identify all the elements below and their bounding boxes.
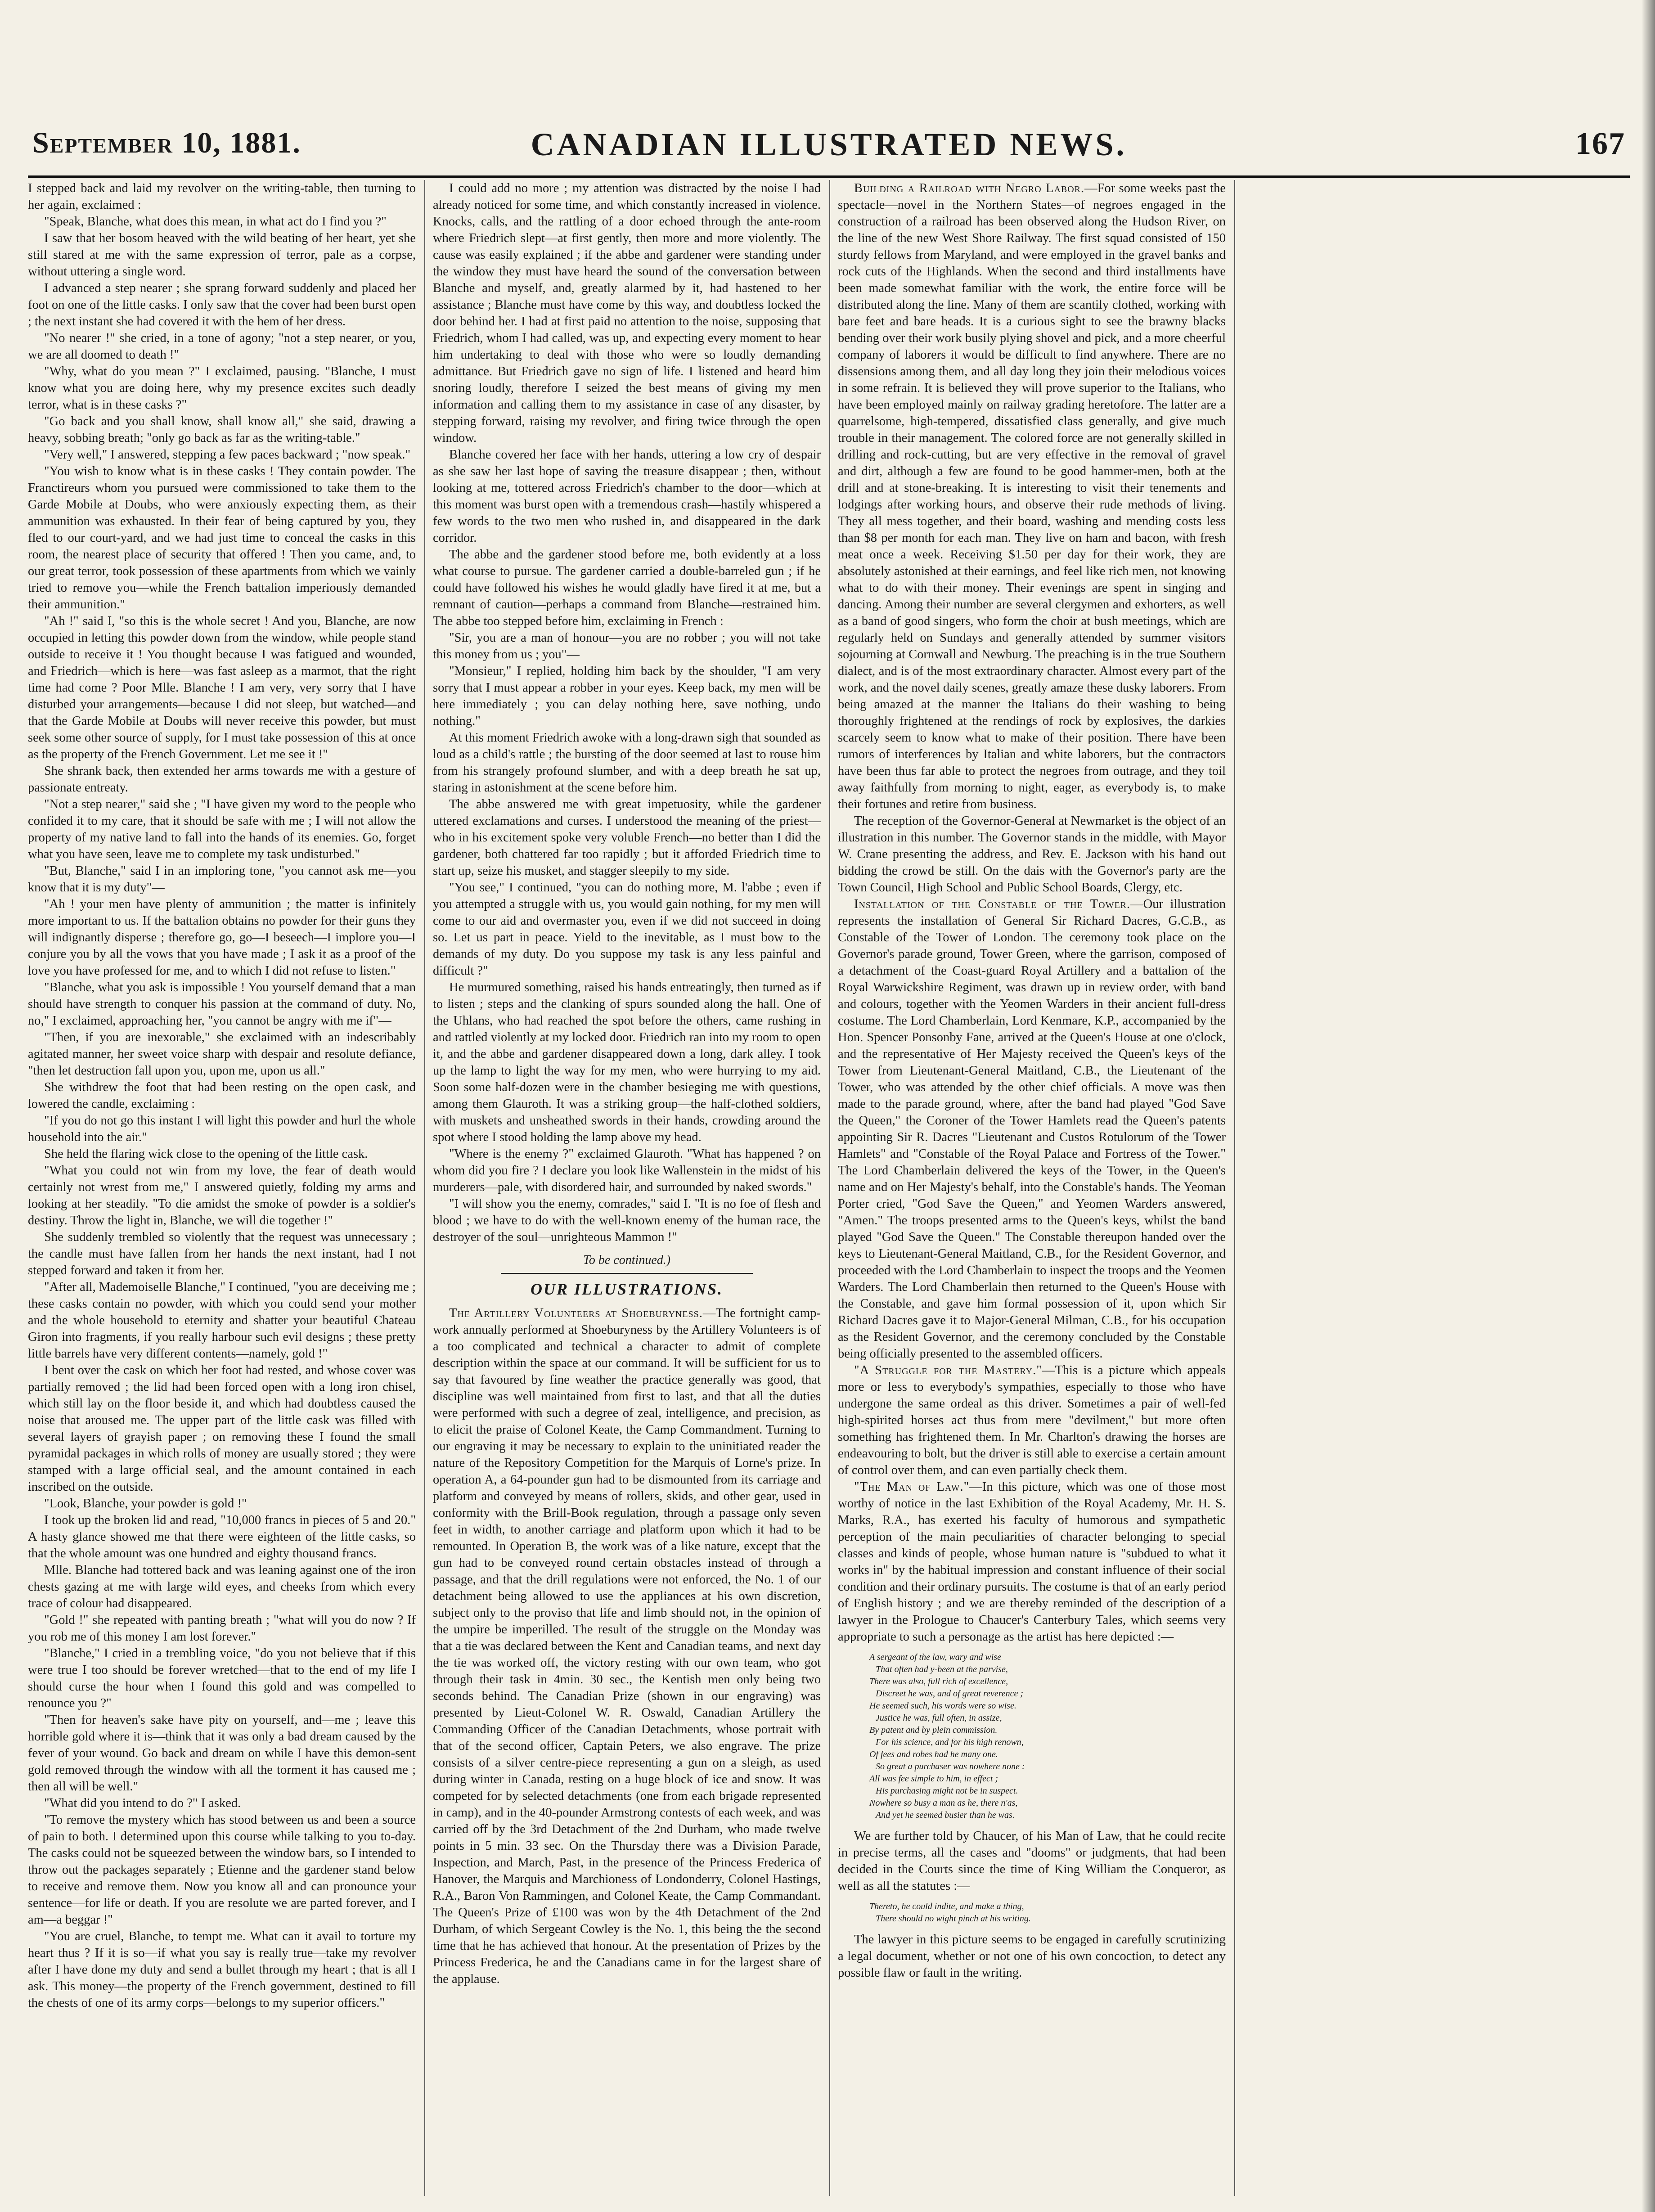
illustration-text: —Our illustration represents the installation of General Sir Richard Dacres, G.C.B., as Constable of the Tower of London. The ceremony took place on the Governor's parade ground, Tower Green, where the garrison, composed of a detachment of the Coast-guard Royal Artillery and a battalion of the Royal Warwickshire Regiment, was drawn up in review order, with band and colours, together with the Yeomen Warders in their ancient full-dress costume. The Lord Chamberlain, Lord Kenmare, K.P., accompanied by the Hon. Spencer Ponsonby Fane, arrived at the Queen's House at one o'clock, and the representative of Her Majesty received the Queen's keys of the Tower from Lieutenant-General Maitland, C.B., the Lieutenant of the Tower, who was attended by the other chief officials. A move was then made to the parade ground, where, after the band had played "God Save the Queen," the Coroner of the Tower Hamlets read the Queen's patents appointing Sir R. Dacres "Lieutenant and Custos Rotulorum of the Tower Hamlets" and "Constable of the Royal Palace and Fortress of the Tower." The Lord Chamberlain delivered the keys of the Tower, in the Queen's name and on Her Majesty's behalf, into the Constable's hands. The Yeoman Porter cried, "God Save the Queen," and Yeomen Warders answered, "Amen." The troops presented arms to the Queen's keys, whilst the band played "God Save the Queen." The Constable thereupon handed over the keys to Lieutenant-General Maitland, C.B., for the Resident Governor, and proceeded with the Lord Chamberlain to inspect the troops and the Yeomen Warders. The Lord Chamberlain then returned to the Queen's House with the Constable, and gave him formal possession of it, upon which Sir Richard Dacres gave it to Major-General Milman, C.B., for his occupation as the Resident Governor, and the ceremony concluded by the Constable being officially presented to the assembled officers. xyxy=(838,897,1226,1361)
verse-line: For his science, and for his high renown, xyxy=(876,1737,1024,1747)
column-3 xyxy=(838,180,1226,2196)
column-rule xyxy=(1234,180,1235,2196)
story-paragraph: "What did you intend to do ?" I asked. xyxy=(44,1796,241,1810)
story-paragraph: "Then, if you are inexorable," she exclaimed with an indescribably agitated manner, her sweet voice sharp with despair and resolute defiance, "then let destruction fall upon you, upon me, upon us all." xyxy=(28,1030,416,1078)
verse-line: Nowhere so busy a man as he, there n'as, xyxy=(869,1798,1018,1808)
story-paragraph: Blanche covered her face with her hands, uttering a low cry of despair as she saw her last hope of saving the treasure disappear ; then, without looking at me, tottered across Friedrich's chamber to the door—which at this moment was burst open with a tremendous crash—hastily whispered a few words to the two men who rushed in, and disappeared in the dark corridor. xyxy=(433,448,821,545)
story-paragraph: I advanced a step nearer ; she sprang forward suddenly and placed her foot on one of the little casks. I only saw that the cover had been burst open ; the next instant she had covered it with the hem of her dress. xyxy=(28,281,416,328)
story-paragraph: "Ah ! your men have plenty of ammunition ; the matter is infinitely more important to us. If the battalion obtains no powder for their guns they will indignantly disperse ; therefore go, go—I beseech—I implore you—I conjure you by all the vows that you have made ; I ask it as a proof of the love you have professed for me, and to which I did not refuse to listen." xyxy=(28,897,416,978)
story-paragraph: At this moment Friedrich awoke with a long-drawn sigh that sounded as loud as a child's rattle ; the bursting of the door seemed at last to rouse him from his strangely profound slumber, and with a deep breath he sat up, staring in astonishment at the scene before him. xyxy=(433,731,821,795)
chaucer-verse xyxy=(869,1651,1226,1821)
story-paragraph: "You wish to know what is in these casks ! They contain powder. The Franctireurs whom you pursued were commissioned to take them to the Garde Mobile at Doubs, who were anxiously expecting them, as their ammunition was exhausted. In their fear of being captured by you, they fled to our court-yard, and we had just time to conceal the casks in this room, the nearest place of security that offered ! Then you came, and, to our great terror, took possession of these apartments from which we vainly tried to remove you—while the French battalion imperiously demanded their ammunition." xyxy=(28,464,416,611)
scan-edge-shadow xyxy=(1642,0,1655,2212)
story-paragraph: I saw that her bosom heaved with the wild beating of her heart, yet she still stared at me with the same expression of terror, pale as a corpse, without uttering a single word. xyxy=(28,231,416,279)
illustration-paragraph xyxy=(838,1479,1226,1645)
illustration-text: —In this picture, which was one of those most worthy of notice in the last Exhibition of the Royal Academy, Mr. H. S. Marks, R.A., has exerted his faculty of humorous and sympathetic perception of the main peculiarities of character belonging to special classes and kinds of people, whose human nature is "subdued to what it works in" by the habitual impression and constant influence of their social condition and their ordinary pursuits. The costume is that of an early period of English history ; and we are thereby reminded of the description of a lawyer in the Prologue to Chaucer's Canterbury Tales, which seems very appropriate to such a personage as the artist has here depicted :— xyxy=(838,1480,1226,1644)
story-paragraph: "To remove the mystery which has stood between us and been a source of pain to both. I determined upon this course while talking to you to-day. The casks could not be squeezed between the window bars, so I intended to throw out the packages separately ; Etienne and the gardener stand below to receive and remove them. Now you know all and can pronounce your sentence—for life or death. If you are resolute we are parted forever, and I am—a beggar !" xyxy=(28,1813,416,1927)
story-paragraph: "Then for heaven's sake have pity on yourself, and—me ; leave this horrible gold where it is—think that it was only a bad dream caused by the fever of your wound. Go back and dream on while I have this demon-sent gold removed through the window with all the torment it has caused me ; then all will be well." xyxy=(28,1713,416,1794)
story-paragraph: The abbe and the gardener stood before me, both evidently at a loss what course to pursue. The gardener carried a double-barreled gun ; if he could have followed his wishes he would gladly have fired it at me, but a remnant of caution—perhaps a command from Blanche—restrained him. The abbe too stepped before him, exclaiming in French : xyxy=(433,548,821,628)
story-paragraph: I took up the broken lid and read, "10,000 francs in pieces of 5 and 20." A hasty glance showed me that there were eighteen of the little casks, so that the whole amount was one hundred and eighty thousand francs. xyxy=(28,1513,416,1560)
story-paragraph: "Not a step nearer," said she ; "I have given my word to the people who confided it to my care, that it should be safe with me ; I will not allow the property of my native land to fall into the hands of its enemies. Go, forget what you have seen, leave me to complete my task undisturbed." xyxy=(28,797,416,861)
story-paragraph: "Blanche, what you ask is impossible ! You yourself demand that a man should have strength to conquer his passion at the command of duty. No, no," I exclaimed, approaching her, "you cannot be angry with me if"— xyxy=(28,980,416,1028)
illustration-heading: "The Man of Law." xyxy=(854,1480,970,1494)
story-paragraph: I stepped back and laid my revolver on the writing-table, then turning to her again, exclaimed : xyxy=(28,181,416,212)
story-paragraph: "You see," I continued, "you can do nothing more, M. l'abbe ; even if you attempted a struggle with us, you would gain nothing, for my men will come to our aid and overmaster you, even if we did not succeed in doing so. Let us part in peace. Yield to the inevitable, as I must bow to the demands of my duty. Do you suppose my task is any less painful and difficult ?" xyxy=(433,881,821,978)
newspaper-title: CANADIAN ILLUSTRATED NEWS. xyxy=(531,126,1127,162)
verse-line: Of fees and robes had he many one. xyxy=(869,1749,998,1759)
illustration-heading: The Artillery Volunteers at Shoeburyness. xyxy=(449,1306,703,1320)
chaucer-verse xyxy=(869,1901,1226,1925)
verse-line: By patent and by plein commission. xyxy=(869,1725,998,1735)
verse-line: Thereto, he could indite, and make a thing, xyxy=(869,1902,1024,1911)
story-paragraph: "Ah !" said I, "so this is the whole secret ! And you, Blanche, are now occupied in letting this powder down from the window, while people stand outside to receive it ! You thought because I was fatigued and wounded, and Friedrich—which is here—was fast asleep as a marmot, that the right time had come ? Poor Mlle. Blanche ! I am very, very sorry that I have disturbed your arrangements—because I did not sleep, but watched—and that the Garde Mobile at Doubs will never receive this powder, but must seek some other source of supply, for I must take possession of this at once as the property of the French Government. Let me see it !" xyxy=(28,614,416,761)
verse-line: All was fee simple to him, in effect ; xyxy=(869,1774,998,1784)
story-paragraph: "Go back and you shall know, shall know all," she said, drawing a heavy, sobbing breath; "only go back as far as the writing-table." xyxy=(28,414,416,445)
illustration-text: —This is a picture which appeals more or less to everybody's sympathies, especially to those who have undergone the same ordeal as this driver. Sometimes a pair of well-fed high-spirited horses act thus from mere "devilment," but more often something has frightened them. In Mr. Charlton's drawing the horses are endeavouring to bolt, but the driver is still able to exercise a certain amount of control over them, and can even partially check them. xyxy=(838,1363,1226,1477)
illustration-paragraph xyxy=(838,813,1226,896)
story-paragraph: "Very well," I answered, stepping a few paces backward ; "now speak." xyxy=(44,448,411,462)
illustration-heading: Installation of the Constable of the Tower. xyxy=(854,897,1131,911)
verse-line: There was also, full rich of excellence, xyxy=(869,1677,1008,1686)
illustration-paragraph xyxy=(838,180,1226,813)
story-paragraph: "I will show you the enemy, comrades," said I. "It is no foe of flesh and blood ; we have to do with the well-known enemy of the human race, the destroyer of the soul—unrighteous Mammon !" xyxy=(433,1197,821,1244)
story-paragraph: "Why, what do you mean ?" I exclaimed, pausing. "Blanche, I must know what you are doing here, why my presence excites such deadly terror, what is in these casks ?" xyxy=(28,364,416,412)
body-paragraph: The lawyer in this picture seems to be engaged in carefully scrutinizing a legal document, whether or not one of his own concoction, to detect any possible flaw or fault in the writing. xyxy=(838,1933,1226,1980)
story-paragraph: "Sir, you are a man of honour—you are no robber ; you will not take this money from us ; you"— xyxy=(433,631,821,661)
story-paragraph: Mlle. Blanche had tottered back and was leaning against one of the iron chests gazing at me with large wild eyes, and cheeks from which every trace of colour had disappeared. xyxy=(28,1563,416,1610)
story-paragraph: "Speak, Blanche, what does this mean, in what act do I find you ?" xyxy=(44,215,387,229)
illustration-text: —The fortnight camp-work annually performed at Shoeburyness by the Artillery Volunteers is of a too complicated and technical a character to admit of complete description within the space at our command. It will be sufficient for us to say that favoured by fine weather the practice generally was good, that discipline was well maintained from first to last, and that all the duties were performed with such a degree of zeal, intelligence, and precision, as to elicit the praise of Colonel Keate, the Camp Commandment. Turning to our engraving it may be necessary to explain to the uninitiated reader the nature of the Repository Competition for the Marquis of Lorne's prize. In operation A, a 64-pounder gun had to be dismounted from its carriage and platform and conveyed by means of rollers, skids, and other gear, used in conformity with the Brill-Book regulation, through a passage only seven feet in width, to another carriage and platform upon which it had to be remounted. In Operation B, the work was of a like nature, except that the gun had to be conveyed round certain obstacles instead of through a passage, and that the drill regulations were not enforced, the No. 1 of our detachment being allowed to use the appliances at his own discretion, subject only to the proviso that life and limb should not, in the opinion of the umpire be imperilled. The result of the struggle on the Monday was that a tie was declared between the Kent and Canadian teams, and next day the tie was worked off, the victory resting with our own team, who got through their task in 4min. 30 sec., the Kentish men only being two seconds behind. The Canadian Prize (shown in our engraving) was presented by Lieut-Colonel W. R. Oswald, Canadian Artillery the Commanding Officer of the Canadian Detachments, whose portrait with that of the second officer, Captain Peters, we also engrave. The prize consists of a silver centre-piece representing a gun on a sleigh, as used during winter in Canada, resting on a huge block of ice and snow. It was competed for by selected detachments (one from each brigade represented in camp), and in the 40-pounder Armstrong contests of each week, and was carried off by the 3rd Detachment of the 2nd Durham, who made twelve points in 5 min. 33 sec. On the Thursday there was a Division Parade, Inspection, and March, Past, in the presence of the Princess Frederica of Hanover, the Marquis and Marchioness of Londonderry, Colonel Hastings, R.A., Baron Von Rammingen, and Colonel Keate, the Camp Commandant. The Queen's Prize of £100 was won by the 4th Detachment of the 2nd Durham, of which Sergeant Cowley is the No. 1, this being the the second time that he has achieved that honour. At the presentation of Prizes by the Princess Frederica, he and the Canadians came in for the largest share of the applause. xyxy=(433,1306,821,1986)
story-paragraph: "You are cruel, Blanche, to tempt me. What can it avail to torture my heart thus ? If it is so—if what you say is really true—take my revolver after I have done my duty and send a bullet through my heart ; that is all I ask. This money—the property of the French government, destined to fill the chests of one of its army corps—belongs to my superior officers." xyxy=(28,1929,416,2010)
illustration-paragraph xyxy=(838,1362,1226,1479)
column-2 xyxy=(433,180,821,2196)
verse-line: And yet he seemed busier than he was. xyxy=(876,1810,1015,1820)
verse-line: There should no wight pinch at his writing. xyxy=(876,1914,1031,1924)
story-paragraph: "Gold !" she repeated with panting breath ; "what will you do now ? If you rob me of this money I am lost forever." xyxy=(28,1613,416,1644)
masthead xyxy=(28,121,1630,178)
story-paragraph: I could add no more ; my attention was distracted by the noise I had already noticed for some time, and which constantly increased in violence. Knocks, calls, and the rattling of a door echoed through the ante-room where Friedrich slept—at first gently, then more and more violently. The cause was easily explained ; if the abbe and gardener were standing under the window they must have heard the sound of the conversation between Blanche and myself, and, greatly alarmed by it, had hastened to her assistance ; Blanche must have come by this way, and doubtless locked the door behind her. I had at first paid no attention to the noise, supposing that Friedrich, whom I had called, was up, and expecting every moment to hear him undertaking to deal with those who were so loudly demanding admittance. But Friedrich gave no sign of life. I listened and heard him snoring loudly, therefore I seized the best means of giving my men information and calling them to my assistance in case of any disaster, by stepping forward, raising my revolver, and firing twice through the open window. xyxy=(433,181,821,445)
story-paragraph: He murmured something, raised his hands entreatingly, then turned as if to listen ; steps and the clanking of spurs sounded along the hall. One of the Uhlans, who had reached the spot before the others, came rushing in and rattled violently at my locked door. Friedrich ran into my room to open it, and the abbe and gardener disappeared down a long, dark alley. I took up the lamp to light the way for my men, who were hurrying to my aid. Soon some half-dozen were in the chamber besieging me with questions, among them Glauroth. It was a striking group—the half-clothed soldiers, with muskets and unsheathed swords in their hands, crowding around the spot where I stood holding the lamp above my head. xyxy=(433,980,821,1144)
section-rule xyxy=(501,1273,753,1274)
story-paragraph: "Where is the enemy ?" exclaimed Glauroth. "What has happened ? on whom did you fire ? I declare you look like Wallenstein in the midst of his murderers—pale, with disordered hair, and surrounded by naked swords." xyxy=(433,1147,821,1194)
story-paragraph: She suddenly trembled so violently that the request was unnecessary ; the candle must have fallen from her hands the next instant, had I not stepped forward and taken it from her. xyxy=(28,1230,416,1277)
illustration-paragraph xyxy=(838,896,1226,1362)
issue-date: September 10, 1881. xyxy=(32,126,301,159)
section-title: OUR ILLUSTRATIONS. xyxy=(530,1280,724,1298)
verse-line: So great a purchaser was nowhere none : xyxy=(876,1762,1025,1771)
column-1 xyxy=(28,180,416,2196)
illustration-text: —For some weeks past the spectacle—novel in the Northern States—of negroes engaged in the construction of a railroad has been observed along the Hudson River, on the line of the new West Shore Railway. The first squad consisted of 150 sturdy fellows from Maryland, and were employed in the gravel banks and rock cuts of the Highlands. When the second and third installments have been made somewhat familiar with the work, the entire force will be distributed along the line. Many of them are scantily clothed, working with bare feet and bare heads. It is a curious sight to see the brawny blacks bending over their work busily plying shovel and pick, and a more cheerful company of laborers it would be difficult to find anywhere. There are no dissensions among them, and all day long they join their melodious voices in some refrain. It is believed they will prove superior to the Italians, who have been employed mainly on railway grading heretofore. The latter are a quarrelsome, high-tempered, dissatisfied class generally, and give much trouble in their management. The colored force are not generally skilled in drilling and rock-cutting, but are very effective in the removal of gravel and dirt, although a few are found to be good hammer-men, both at the drill and at stone-breaking. It is interesting to visit their tenements and lodgings after working hours, and observe their rude methods of living. They all mess together, and their board, washing and mending costs less than $8 per month for each man. They live on ham and bacon, with fresh meat once a week. Receiving $1.50 per day for their work, they are absolutely astonished at their earnings, and feel like rich men, not knowing what to do with their money. Their evenings are spent in singing and dancing. Among their number are several clergymen and exhorters, as well as a band of good singers, who form the choir at bush meetings, which are regularly held on Sundays and generally attended by summer visitors sojourning at Cornwall and Newburg. The preaching is in the true Southern dialect, and is of the most extraordinary character. Almost every part of the work, and the novel daily scenes, greatly amaze these dusky laborers. From being amazed at the manner the Italians do their washing to being thoroughly frightened at the rendings of rock by explosives, the darkies scarcely seem to know what to make of their position. There have been rumors of interferences by Italian and white laborers, but the contractors have been thus far able to protect the negroes from outrage, and they toil away faithfully from morning to night, eager, as everybody is, to make their fortunes and retire from business. xyxy=(838,181,1226,811)
article-columns xyxy=(28,180,1630,2196)
page-number: 167 xyxy=(1575,126,1625,161)
column-rule xyxy=(829,180,830,2196)
verse-line: Justice he was, full often, in assize, xyxy=(876,1713,1002,1723)
story-paragraph: "Blanche," I cried in a trembling voice, "do you not believe that if this were true I too should be forever wretched—that to the end of my life I should curse the hour when I found this gold and was compelled to renounce you ?" xyxy=(28,1646,416,1710)
story-paragraph: She held the flaring wick close to the opening of the little cask. xyxy=(44,1147,368,1161)
verse-line: That often had y-been at the parvise, xyxy=(876,1664,1008,1674)
story-paragraph: "Look, Blanche, your powder is gold !" xyxy=(44,1497,247,1511)
column-4 xyxy=(1243,180,1630,2196)
illustration-paragraph xyxy=(433,1305,821,1987)
verse-line: He seemed such, his words were so wise. xyxy=(869,1701,1016,1711)
story-paragraph: "If you do not go this instant I will light this powder and hurl the whole household into the air." xyxy=(28,1114,416,1144)
story-paragraph: "But, Blanche," said I in an imploring tone, "you cannot ask me—you know that it is my duty"— xyxy=(28,864,416,895)
to-be-continued: To be continued.) xyxy=(583,1253,671,1267)
column-rule xyxy=(424,180,425,2196)
verse-line: Discreet he was, and of great reverence ; xyxy=(876,1689,1024,1699)
illustration-text: The reception of the Governor-General at Newmarket is the object of an illustration in this number. The Governor stands in the middle, with Mayor W. Crane presenting the address, and Rev. E. Jackson with his hand out bidding the crowd be still. On the dais with the Governor's party are the Town Council, High School and Public School Boards, Clergy, etc. xyxy=(838,814,1226,895)
story-paragraph: "What you could not win from my love, the fear of death would certainly not wrest from me," I answered quietly, folding my arms and looking at her steadily. "To die amidst the smoke of powder is a soldier's destiny. Throw the light in, Blanche, we will die together !" xyxy=(28,1164,416,1227)
story-paragraph: She shrank back, then extended her arms towards me with a gesture of passionate entreaty. xyxy=(28,764,416,795)
story-paragraph: "Monsieur," I replied, holding him back by the shoulder, "I am very sorry that I must appear a robber in your eyes. Keep back, my men will be here immediately ; you can delay nothing here, save nothing, undo nothing." xyxy=(433,664,821,728)
story-paragraph: I bent over the cask on which her foot had rested, and whose cover was partially removed ; the lid had been forced open with a long iron chisel, which still lay on the floor beside it, and which had doubtless caused the noise that aroused me. The upper part of the little cask was filled with several layers of grayish paper ; on removing these I found the small pyramidal packages in which rolls of money are usually stored ; they were stamped with a large official seal, and the amount contained in each inscribed on the outside. xyxy=(28,1363,416,1494)
story-paragraph: "No nearer !" she cried, in a tone of agony; "not a step nearer, or you, we are all doomed to death !" xyxy=(28,331,416,362)
illustration-heading: "A Struggle for the Mastery." xyxy=(854,1363,1042,1377)
story-paragraph: "After all, Mademoiselle Blanche," I continued, "you are deceiving me ; these casks contain no powder, with which you could send your mother and the whole household to eternity and shatter your beautiful Chateau Giron into fragments, if you really harbour such evil designs ; these pretty little barrels have very different contents—namely, gold !" xyxy=(28,1280,416,1361)
illustration-heading: Building a Railroad with Negro Labor. xyxy=(854,181,1085,195)
story-paragraph: The abbe answered me with great impetuosity, while the gardener uttered exclamations and curses. I understood the meaning of the priest—who in his excitement spoke very voluble French—no better than I did the gardener, both chattered far too rapidly ; but it afforded Friedrich time to start up, seize his musket, and stagger sleepily to my side. xyxy=(433,797,821,878)
verse-line: A sergeant of the law, wary and wise xyxy=(869,1652,1001,1662)
story-paragraph: She withdrew the foot that had been resting on the open cask, and lowered the candle, exclaiming : xyxy=(28,1080,416,1111)
verse-line: His purchasing might not be in suspect. xyxy=(876,1786,1018,1796)
body-paragraph: We are further told by Chaucer, of his Man of Law, that he could recite in precise terms, all the cases and "dooms" or judgments, that had been decided in the Courts since the time of King William the Conqueror, as well as all the statutes :— xyxy=(838,1829,1226,1893)
